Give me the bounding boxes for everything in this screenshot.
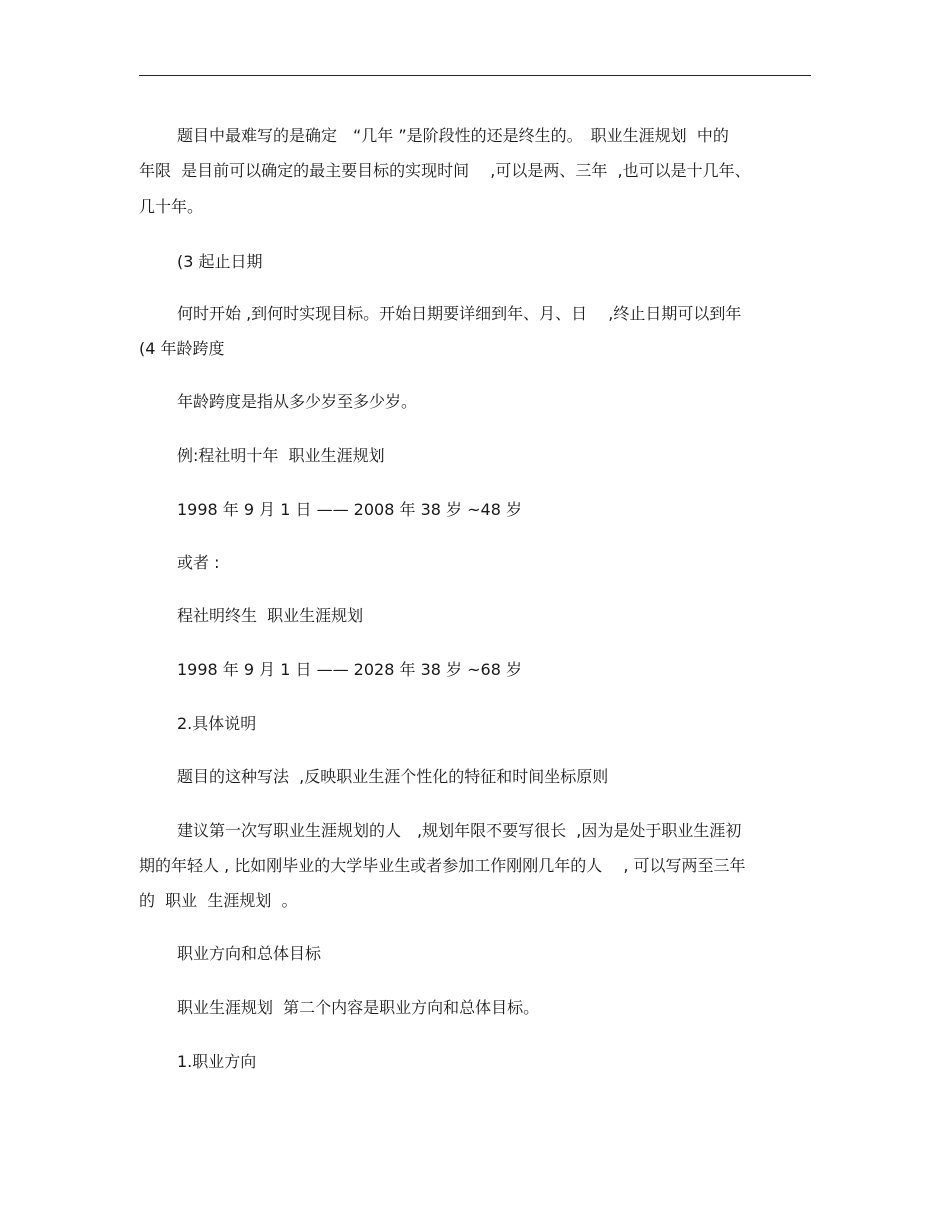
paragraph-line: 题目的这种写法 ,反映职业生涯个性化的特征和时间坐标原则 <box>177 767 609 786</box>
section-heading: 1.职业方向 <box>177 1052 257 1071</box>
example-range: 1998 年 9 月 1 日 —— 2008 年 38 岁 ~48 岁 <box>177 500 522 519</box>
paragraph-line: 何时开始 ,到何时实现目标。开始日期要详细到年、月、日 ,终止日期可以到年 <box>177 304 742 323</box>
paragraph-line: 期的年轻人 , 比如刚毕业的大学毕业生或者参加工作刚刚几年的人 , 可以写两至三年 <box>139 856 746 875</box>
example-title: 例:程社明十年 职业生涯规划 <box>177 446 385 465</box>
paragraph-line: 题目中最难写的是确定 “几年 ”是阶段性的还是终生的。 职业生涯规划 中的 <box>177 126 729 145</box>
section-heading: (3 起止日期 <box>177 252 263 271</box>
or-label: 或者 : <box>177 553 220 572</box>
example-title: 程社明终生 职业生涯规划 <box>177 606 364 625</box>
example-range: 1998 年 9 月 1 日 —— 2028 年 38 岁 ~68 岁 <box>177 660 522 679</box>
paragraph-line: 建议第一次写职业生涯规划的人 ,规划年限不要写很长 ,因为是处于职业生涯初 <box>177 821 742 840</box>
paragraph-line: 几十年。 <box>139 197 204 216</box>
section-heading: 职业方向和总体目标 <box>177 944 322 963</box>
paragraph-line: 职业生涯规划 第二个内容是职业方向和总体目标。 <box>177 998 540 1017</box>
paragraph-line: 年龄跨度是指从多少岁至多少岁。 <box>177 392 418 411</box>
section-heading: (4 年龄跨度 <box>139 339 225 358</box>
section-heading: 2.具体说明 <box>177 714 257 733</box>
paragraph-line: 年限 是目前可以确定的最主要目标的实现时间 ,可以是两、三年 ,也可以是十几年、 <box>139 161 751 180</box>
header-rule <box>139 75 811 76</box>
paragraph-line: 的 职业 生涯规划 。 <box>139 891 298 910</box>
